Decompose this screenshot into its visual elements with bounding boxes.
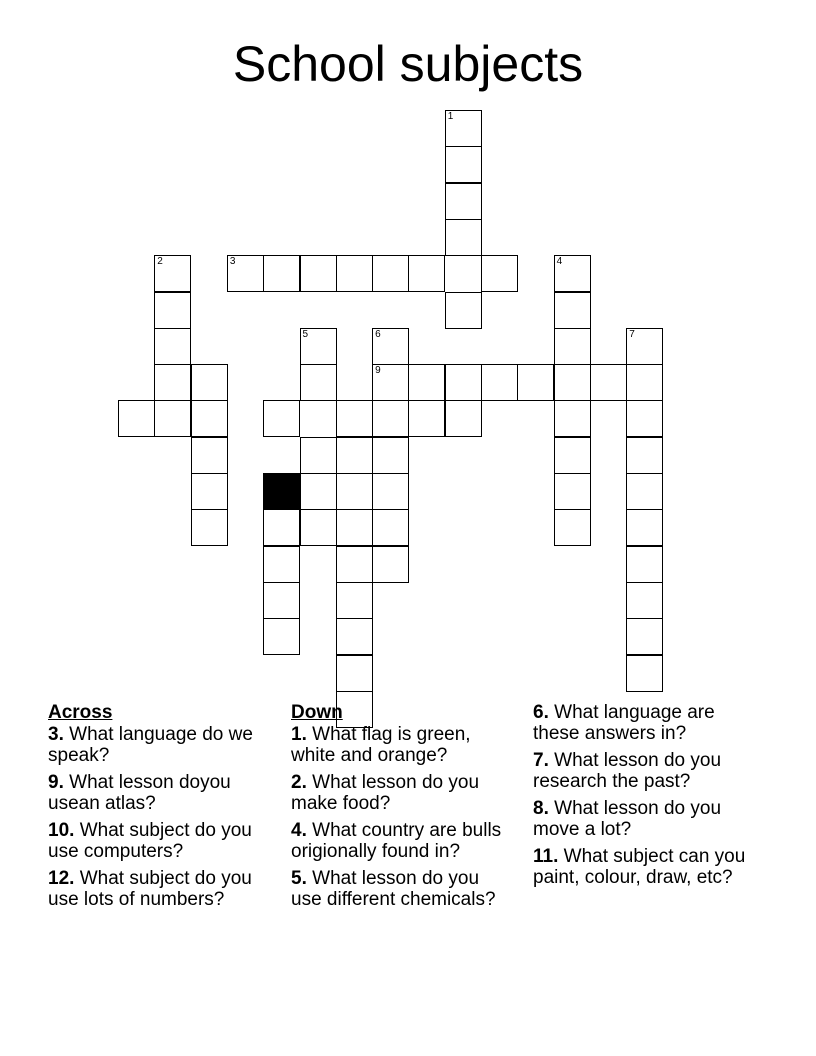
grid-cell[interactable] [263, 509, 300, 546]
clue-text: What lesson doyou usean atlas? [48, 772, 231, 814]
grid-cell[interactable] [408, 364, 445, 401]
grid-cell[interactable] [300, 473, 337, 510]
clue-number: 6. [533, 702, 549, 723]
clue-down-8 [533, 798, 763, 840]
clue-text: What lesson do you use different chemicals? [291, 868, 496, 910]
grid-cell[interactable] [336, 618, 373, 655]
clue-number-label: 9 [375, 365, 381, 377]
grid-cell[interactable] [336, 509, 373, 546]
clue-across-12 [48, 868, 263, 910]
grid-cell[interactable] [336, 400, 373, 437]
grid-cell[interactable] [154, 328, 191, 365]
clue-number-label: 7 [629, 328, 635, 340]
clue-number-label: 4 [556, 256, 563, 268]
clue-across-9 [48, 772, 263, 814]
clue-text: What lesson do you research the past? [533, 750, 722, 792]
grid-cell[interactable] [626, 618, 663, 655]
down-heading: Down [291, 702, 343, 723]
clue-text: What country are bulls origionally found in? [291, 820, 502, 862]
clue-number-label: 5 [302, 328, 309, 340]
clue-text: What subject do you use lots of numbers? [48, 868, 252, 910]
clue-text: What language do we speak? [48, 724, 253, 766]
grid-cell[interactable] [263, 582, 300, 619]
across-heading: Across [48, 702, 113, 723]
clue-text: What flag is green, white and orange? [291, 724, 471, 766]
grid-cell[interactable] [408, 255, 445, 292]
clue-number-label: 6 [375, 328, 381, 340]
down-clues-continued [533, 702, 763, 894]
grid-cell[interactable] [554, 364, 591, 401]
grid-cell[interactable] [118, 400, 155, 437]
grid-cell[interactable] [263, 618, 300, 655]
grid-cell[interactable] [372, 509, 409, 546]
grid-block [263, 473, 300, 510]
clue-number: 7. [533, 750, 549, 771]
grid-cell[interactable] [372, 473, 409, 510]
grid-cell[interactable] [372, 437, 409, 474]
grid-cell[interactable] [227, 255, 264, 292]
grid-cell[interactable] [300, 437, 337, 474]
clue-down-2 [291, 772, 506, 814]
grid-cell[interactable] [445, 364, 482, 401]
clue-across-10 [48, 820, 263, 862]
grid-cell[interactable] [372, 364, 409, 401]
clue-number: 8. [533, 798, 549, 819]
grid-cell[interactable] [626, 509, 663, 546]
grid-cell[interactable] [554, 473, 591, 510]
clue-text: What subject do you use computers? [48, 820, 252, 862]
grid-cell[interactable] [300, 255, 337, 292]
grid-cell[interactable] [300, 328, 337, 365]
clue-number: 2. [291, 772, 307, 793]
grid-cell[interactable] [590, 364, 627, 401]
grid-cell[interactable] [626, 582, 663, 619]
grid-cell[interactable] [445, 183, 482, 220]
grid-cell[interactable] [336, 546, 373, 583]
grid-cell[interactable] [445, 219, 482, 256]
grid-cell[interactable] [191, 437, 228, 474]
clue-number-label: 3 [229, 256, 236, 268]
grid-cell[interactable] [336, 473, 373, 510]
clue-down-1 [291, 724, 506, 766]
grid-cell[interactable] [191, 400, 228, 437]
grid-cell[interactable] [445, 110, 482, 147]
grid-cell[interactable] [481, 364, 518, 401]
grid-cell[interactable] [408, 400, 445, 437]
grid-cell[interactable] [517, 364, 554, 401]
grid-cell[interactable] [336, 582, 373, 619]
clue-down-11 [533, 846, 763, 888]
clue-down-7 [533, 750, 763, 792]
grid-cell[interactable] [372, 546, 409, 583]
clue-text: What lesson do you move a lot? [533, 798, 722, 840]
grid-cell[interactable] [263, 255, 300, 292]
grid-cell[interactable] [626, 473, 663, 510]
clue-down-4 [291, 820, 506, 862]
grid-cell[interactable] [626, 546, 663, 583]
grid-cell[interactable] [445, 146, 482, 183]
clue-text: What language are these answers in? [533, 702, 715, 744]
grid-cell[interactable] [554, 437, 591, 474]
grid-cell[interactable] [554, 292, 591, 329]
grid-cell[interactable] [554, 400, 591, 437]
grid-cell[interactable] [626, 328, 663, 365]
clue-across-3 [48, 724, 263, 766]
grid-cell[interactable] [300, 364, 337, 401]
grid-cell[interactable] [336, 655, 373, 692]
across-clues [48, 702, 263, 916]
clue-number-label: 1 [447, 111, 454, 122]
grid-cell[interactable] [191, 509, 228, 546]
grid-cell[interactable] [263, 400, 300, 437]
clue-text: What subject can you paint, colour, draw, etc? [533, 846, 746, 888]
grid-cell[interactable] [626, 437, 663, 474]
grid-cell[interactable] [336, 437, 373, 474]
grid-cell[interactable] [626, 400, 663, 437]
grid-cell[interactable] [554, 328, 591, 365]
grid-cell[interactable] [154, 364, 191, 401]
grid-cell[interactable] [481, 255, 518, 292]
grid-cell[interactable] [626, 655, 663, 692]
clue-number: 9. [48, 772, 64, 793]
grid-cell[interactable] [263, 546, 300, 583]
page-title: School subjects [232, 36, 584, 92]
clue-number: 11. [533, 846, 559, 867]
grid-cell[interactable] [191, 473, 228, 510]
grid-cell[interactable] [372, 400, 409, 437]
grid-cell[interactable] [554, 255, 591, 292]
grid-cell[interactable] [445, 400, 482, 437]
grid-cell[interactable] [154, 292, 191, 329]
grid-cell[interactable] [300, 509, 337, 546]
clue-number: 3. [48, 724, 64, 745]
grid-cell[interactable] [554, 509, 591, 546]
clue-number: 10. [48, 820, 75, 841]
clue-number: 5. [291, 868, 307, 889]
grid-cell[interactable] [154, 255, 191, 292]
grid-cell[interactable] [372, 328, 409, 365]
grid-cell[interactable] [445, 292, 482, 329]
clue-text: What lesson do you make food? [291, 772, 480, 814]
clue-down-5 [291, 868, 506, 910]
clue-number-label: 2 [157, 256, 163, 268]
down-clues [291, 702, 506, 916]
grid-cell[interactable] [626, 364, 663, 401]
clue-number: 12. [48, 868, 75, 889]
grid-cell[interactable] [372, 255, 409, 292]
clue-number: 4. [291, 820, 307, 841]
clue-down-6 [533, 702, 763, 744]
grid-cell[interactable] [336, 255, 373, 292]
clue-number: 1. [291, 724, 307, 745]
grid-cell[interactable] [191, 364, 228, 401]
grid-cell[interactable] [154, 400, 191, 437]
